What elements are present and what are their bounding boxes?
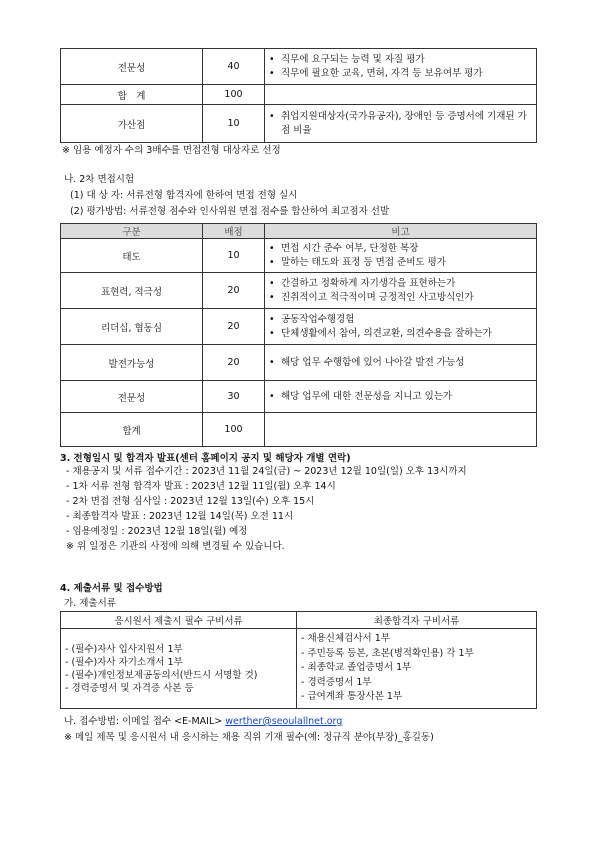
- note-item: • 공동작업수행경험: [269, 313, 532, 327]
- table-row: [61, 105, 537, 143]
- section4-title: 4. 제출서류 및 접수방법: [60, 583, 163, 594]
- required-docs-cell: [61, 629, 297, 709]
- row-item: 표현력, 적극성: [61, 273, 203, 309]
- final-docs-cell: [297, 629, 537, 709]
- row-score: 100: [203, 85, 265, 105]
- row-item: 전문성: [61, 381, 203, 413]
- list-item: - 임용예정일 : 2023년 12월 18일(월) 예정: [66, 526, 248, 537]
- header-cell: 최종합격자 구비서류: [297, 612, 537, 629]
- table-header-row: [61, 224, 537, 239]
- section3-title: 3. 전형일시 및 합격자 발표(센터 홈페이지 공지 및 해당자 개별 연락): [60, 453, 351, 464]
- row-notes: [265, 273, 537, 309]
- row-item: 가산점: [61, 105, 203, 143]
- row-item: 리더십, 협동심: [61, 309, 203, 345]
- table-row: [61, 381, 537, 413]
- row-item: 태도: [61, 239, 203, 273]
- row-notes: [265, 239, 537, 273]
- table1-footnote: ※ 임용 예정자 수의 3배수를 면접전형 대상자로 선정: [62, 145, 281, 156]
- table-row: [61, 309, 537, 345]
- list-item: - 최종합격자 발표 : 2023년 12월 14일(목) 오전 11시: [66, 511, 294, 522]
- row-item: 합 계: [61, 85, 203, 105]
- list-item: - 채용신체검사서 1부: [301, 633, 390, 645]
- row-notes: [265, 49, 537, 85]
- row-score: 20: [203, 273, 265, 309]
- header-cell: 응시원서 제출시 필수 구비서류: [61, 612, 297, 629]
- table-row: [61, 345, 537, 381]
- note-item: • 단체생활에서 참여, 의견교환, 의견수용을 잘하는가: [269, 327, 532, 341]
- list-item: - 1차 서류 전형 합격자 발표 : 2023년 12월 11일(월) 오후 14시: [66, 481, 336, 492]
- row-notes: [265, 85, 537, 105]
- table-row: [61, 239, 537, 273]
- row-notes: [265, 413, 537, 447]
- list-item: - 경력증명서 및 자격증 사본 등: [65, 682, 194, 694]
- list-item: - 주민등록 등본, 초본(병적확인용) 각 1부: [301, 647, 474, 659]
- row-notes: [265, 345, 537, 381]
- header-cell: 구분: [61, 224, 203, 239]
- row-item: 합계: [61, 413, 203, 447]
- schedule-list: [66, 464, 467, 554]
- list-item: - 경력증명서 1부: [301, 676, 372, 688]
- table-row: [61, 49, 537, 85]
- list-item: - (필수)개인정보제공동의서(반드시 서명할 것): [65, 669, 258, 681]
- row-score: 10: [203, 239, 265, 273]
- list-item: - (필수)자사 자기소개서 1부: [65, 656, 183, 668]
- note-item: • 직무에 요구되는 능력 및 자질 평가: [269, 53, 532, 67]
- section-na-item1: (1) 대 상 자: 서류전형 합격자에 한하여 면접 전형 실시: [70, 190, 298, 201]
- section-na-item2: (2) 평가방법: 서류전형 점수와 인사위원 면접 점수를 합산하여 최고점자 선발: [70, 206, 390, 217]
- header-cell: 배점: [203, 224, 265, 239]
- table-row: [61, 85, 537, 105]
- list-item: - 2차 면접 전형 심사일 : 2023년 12월 13일(수) 오후 15시: [66, 496, 315, 507]
- row-notes: [265, 105, 537, 143]
- list-item: - 채용공지 및 서류 접수기간 : 2023년 11월 24일(금) ~ 2023년 12월 10일(일) 오후 13시까지: [66, 466, 467, 477]
- row-item: 전문성: [61, 49, 203, 85]
- list-item: ※ 위 일정은 기관의 사정에 의해 변경될 수 있습니다.: [66, 541, 285, 552]
- list-item: - (필수)자사 입사지원서 1부: [65, 643, 183, 655]
- note-item: • 말하는 태도와 표정 등 면접 준비도 평가: [269, 256, 532, 270]
- note-item: • 진취적이고 적극적이며 긍정적인 사고방식인가: [269, 291, 532, 305]
- method-label: 나. 접수방법: 이메일 접수 <E-MAIL>: [64, 716, 223, 727]
- list-item: - 최종학교 졸업증명서 1부: [301, 662, 412, 674]
- section-na-title: 나. 2차 면접시험: [64, 174, 135, 185]
- note-item: • 간결하고 정확하게 자기생각을 표현하는가: [269, 277, 532, 291]
- row-score: 100: [203, 413, 265, 447]
- row-score: 20: [203, 345, 265, 381]
- row-score: 20: [203, 309, 265, 345]
- row-score: 10: [203, 105, 265, 143]
- note-item: • 직무에 필요한 교육, 면허, 자격 등 보유여부 평가: [269, 67, 532, 81]
- section4-sub-ga: 가. 제출서류: [64, 598, 116, 609]
- table-header-row: [61, 612, 537, 629]
- email-link[interactable]: werther@seoulallnet.org: [225, 716, 343, 727]
- note-item: • 해당 업무에 대한 전문성을 지니고 있는가: [269, 390, 532, 404]
- row-item: 발전가능성: [61, 345, 203, 381]
- list-item: - 급여계좌 통장사본 1부: [301, 691, 403, 703]
- score-table-1: [60, 48, 537, 143]
- table-row: [61, 273, 537, 309]
- score-table-2: [60, 223, 537, 447]
- row-score: 30: [203, 381, 265, 413]
- submission-method: [64, 713, 342, 727]
- row-notes: [265, 381, 537, 413]
- note-item: • 해당 업무 수행함에 있어 나아갈 발전 가능성: [269, 356, 532, 370]
- row-notes: [265, 309, 537, 345]
- table-row: [61, 629, 537, 709]
- table-row: [61, 413, 537, 447]
- note-item: • 면접 시간 준수 여부, 단정한 복장: [269, 242, 532, 256]
- note-item: • 취업지원대상자(국가유공자), 장애인 등 증명서에 기재된 가점 비율: [269, 110, 532, 138]
- row-score: 40: [203, 49, 265, 85]
- header-cell: 비고: [265, 224, 537, 239]
- documents-table: [60, 611, 537, 709]
- mail-subject-note: ※ 메일 제목 및 응시원서 내 응시하는 채용 직위 기재 필수(예: 정규직 분야(부장)_홍길동): [64, 732, 434, 743]
